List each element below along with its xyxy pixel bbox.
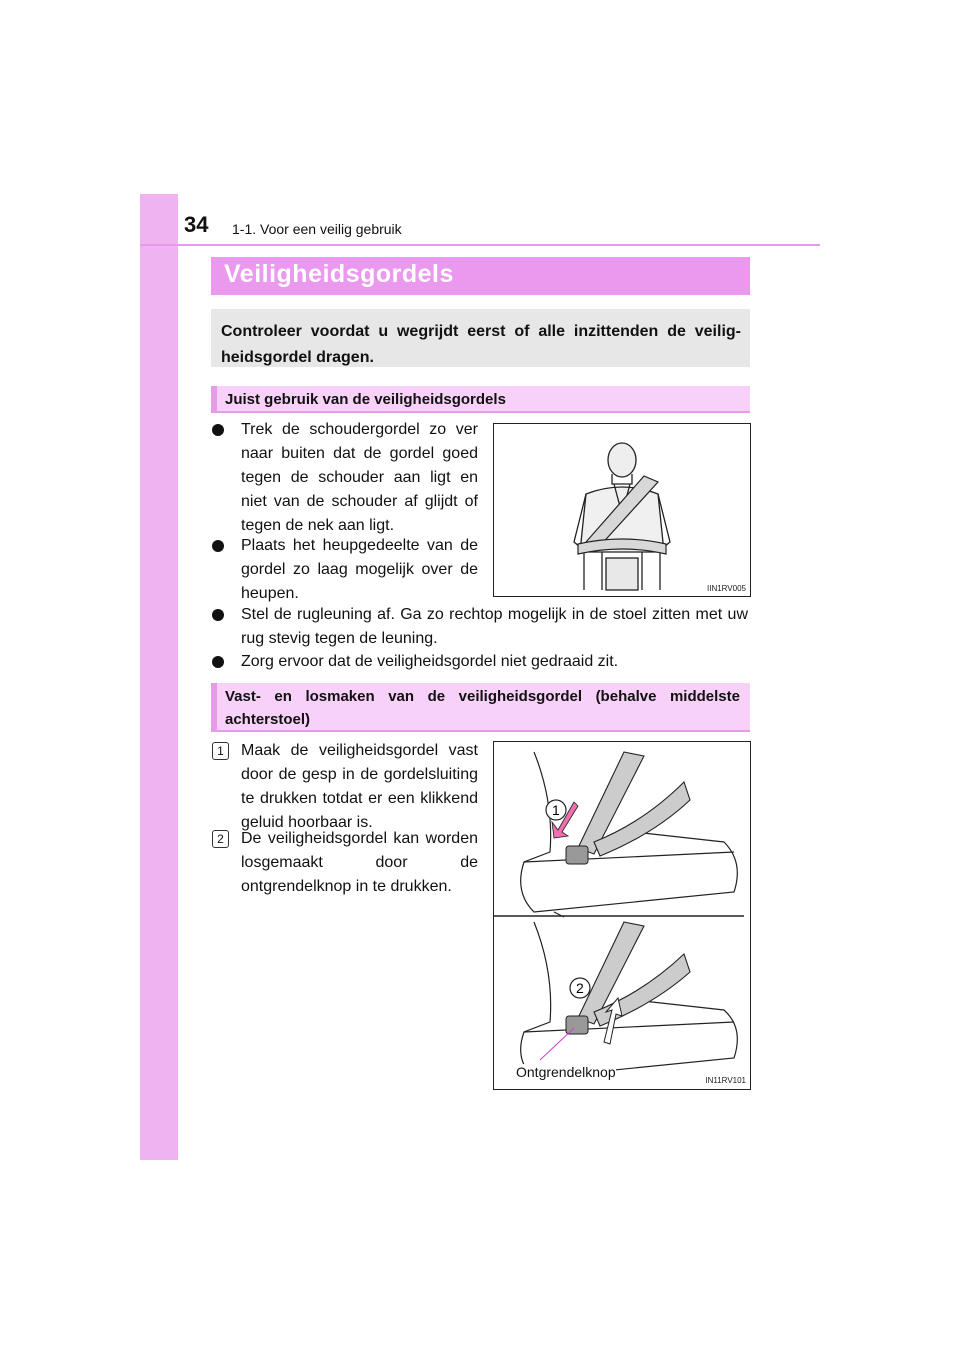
bullet-icon bbox=[212, 540, 224, 552]
buckle-drawing bbox=[494, 742, 750, 1089]
section-heading-usage bbox=[211, 386, 750, 413]
page-title: Veiligheidsgordels bbox=[224, 260, 454, 288]
bullet-text: Zorg ervoor dat de veiligheidsgordel niet gedraaid zit. bbox=[241, 653, 619, 670]
page-number: 34 bbox=[184, 212, 209, 237]
intro-box bbox=[211, 309, 750, 367]
figure-code: IIN1RV005 bbox=[707, 584, 746, 593]
release-button-label: Ontgrendelknop bbox=[516, 1064, 616, 1080]
bullet-icon bbox=[212, 656, 224, 668]
bullet-icon bbox=[212, 609, 224, 621]
header-rule bbox=[140, 244, 820, 246]
section-heading-text: Vast- en losmaken van de veiligheidsgordel (behalve middelste achterstoel) bbox=[225, 688, 740, 728]
figure-code: IN11RV101 bbox=[705, 1076, 746, 1085]
section-heading-text: Juist gebruik van de veiligheidsgordels bbox=[225, 391, 506, 408]
bullet-icon bbox=[212, 424, 224, 436]
bullet-text: Stel de rugleuning af. Ga zo rechtop mogelijk in de stoel zitten met uw rug stevig tegen de leuning. bbox=[241, 606, 748, 647]
person-seatbelt-drawing bbox=[494, 424, 750, 596]
callout-1: 1 bbox=[552, 802, 560, 818]
intro-text: Controleer voordat u wegrijdt eerst of alle inzittenden de veilig-heidsgordel dragen. bbox=[221, 323, 741, 366]
running-head: 1-1. Voor een veilig gebruik bbox=[232, 221, 402, 237]
step-number: 2 bbox=[212, 830, 229, 848]
section-heading-fasten bbox=[211, 683, 750, 732]
callout-2: 2 bbox=[576, 980, 584, 996]
step-number: 1 bbox=[212, 742, 229, 760]
seated-person-illustration bbox=[493, 423, 751, 597]
side-tab bbox=[140, 194, 178, 1160]
bullet-text: Plaats het heupgedeelte van de gordel zo laag mogelijk over de heupen. bbox=[241, 537, 478, 602]
step-text: Maak de veiligheidsgordel vast door de gesp in de gordelsluiting te drukken totdat er een klikkend geluid hoorbaar is. bbox=[241, 742, 478, 831]
step-text: De veiligheidsgordel kan worden losgemaakt door de ontgrendelknop in te drukken. bbox=[241, 830, 478, 895]
bullet-text: Trek de schoudergordel zo ver naar buiten dat de gordel goed tegen de schouder aan ligt en niet van de schouder af glijdt of tegen de nek aan ligt. bbox=[241, 421, 478, 534]
buckle-illustration bbox=[493, 741, 751, 1090]
title-bar bbox=[211, 257, 750, 295]
